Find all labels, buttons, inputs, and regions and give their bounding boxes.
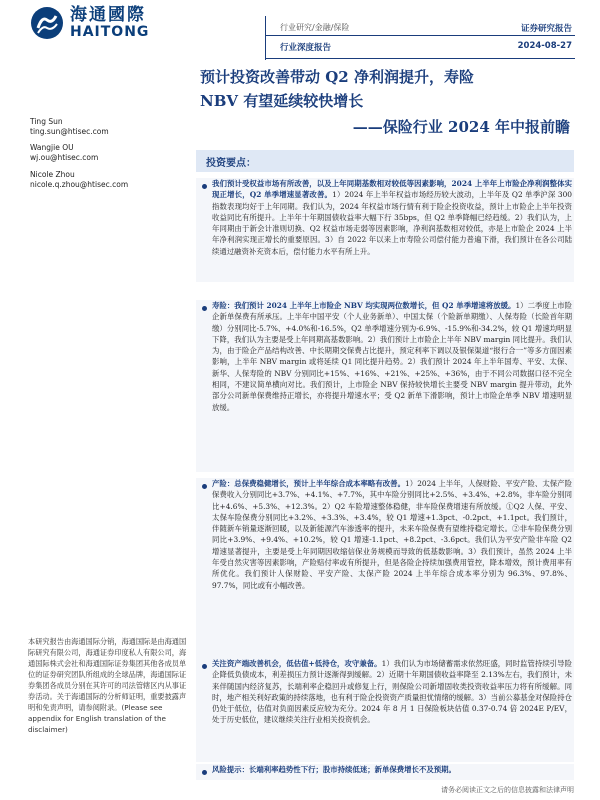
report-type: 行业深度报告 [280,43,332,53]
header-rule [265,35,575,36]
report-category: 行业研究/金融/保险 [280,23,350,32]
report-subtitle: ——保险行业 2024 年中报前瞻 [352,118,570,136]
section-text [212,478,572,591]
analyst-name: Nicole Zhou [30,170,75,179]
section-risk [196,764,574,780]
bullet-icon [202,664,207,669]
analyst-name: Ting Sun [30,117,63,126]
bullet-icon [202,184,207,189]
haitong-logo-icon [30,6,64,40]
report-title-line-2: NBV 有望延续较快增长 [200,92,364,110]
bullet-icon [202,770,207,775]
disclaimer: 本研究报告由海通国际分销，海通国际是由海通国际研究有限公司，海通证券印度私人有限公司，海通国际株式会社和海通国际证券集团其他各成员单位的证券研究团队所组成的全球品牌，海通国际证券集团各成员分别在其许可的司法管辖区内从事证券活动。关于海通国际的分析师证明，重要披露声明和免责声明，请参阅附录。(Please see appendix for English translation of the disclaimer) [28,637,187,734]
header-rule [265,58,575,59]
company-name-en: HAITONG [70,24,150,40]
analyst-2 [30,143,98,163]
bullet-icon [202,306,207,311]
section-text [212,300,572,413]
section-life-insurance [196,300,574,472]
section-body: 1）2024 年上半年权益市场经历较大波动，上半年及 Q2 单季沪深 300 指数表现均好于上年同期。我们认为，2024 年权益市场行情有利于险企投资收益，预计上市险企上半年投资收益同比有所提升。上半年十年期国债收益率大幅下行 35bps，但 Q2 单季降幅已经趋缓。2）我们认为，上年同期由于新会计准则切换、Q2 权益市场走弱等因素影响，净利润基数相对较低，亦是上市险企 2024 上半年净利润实现正增长的重要原因。3）自 2022 年以来上市寿险公司偿付能力普遍下滑，我们预计在各公司陆续通过融资补充资本后，偿付能力水平有所上升。 [212,190,573,256]
section-body: 1）2024 上半年，人保财险、平安产险、太保产险保费收入分别同比+3.7%、+4.1%、+7.7%，其中车险分别同比+2.5%、+3.4%、+2.8%，非车险分别同比+4.6%、+5.3%、+12.3%。2）Q2 车险增速整体稳健，非车险保费增速有所放缓。①Q2 人保、平安、太保车险保费分别同比+3.2%、+3.3%、+3.4%，较 Q1 增速+1.3pct、-0.2pct、+1.1pct。我们预计，伴随新车销量逐渐回暖，以及新能源汽车渗透率的提升，未来车险保费有望维持稳定增长。②非车险保费分别同比+3.9%、+9.4%、+10.2%，较 Q1 增速-1.1pct、+8.2pct、-3.6pct。我们认为平安产险非车险 Q2 增速显著提升，主要是受上年同期因收缩信保业务规模而导致的低基数影响。3）我们预计，虽然 2024 上半年受自然灾害等因素影响，产险赔付率或有所提升，但是各险企持续加强费用管控，降本增效，预计费用率有所优化。我们预计人保财险、平安产险、太保产险 2024 上半年综合成本率分别为 96.3%、97.8%、97.7%，同比或有小幅改善。 [212,479,572,590]
section-body: 1）我们认为市场储蓄需求依然旺盛，同时监管持续引导险企降低负债成本，利差损压力预计逐渐得到缓解。2）近期十年期国债收益率降至 2.13%左右，我们预计，未来伴随国内经济复苏，长端利率企稳回升或修复上行，则保险公司新增固收类投资收益率压力将有所缓解。同时，地产相关利好政策的持续落地，也有利于险企投资资产质量担忧情绪的缓解。3）当前公募基金对保险持仓仍处于低位，估值对负面因素反应较为充分。2024 年 8 月 1 日保险板块估值 0.37-0.74 倍 2024E P/EV，处于历史低位，建议继续关注行业相关投资机会。 [212,659,572,725]
analyst-1 [30,117,109,137]
section-pc-insurance [196,478,574,658]
analyst-email[interactable]: wj.ou@htisec.com [30,153,99,162]
analyst-name: Wangjie OU [30,143,74,152]
analyst-email[interactable]: ting.sun@htisec.com [30,127,109,136]
section-lead: 寿险：我们预计 2024 上半年上市险企 NBV 均实现两位数增长，但 Q2 单季增速将放缓。 [212,301,516,310]
section-investment [196,658,574,762]
section-body: 1）二季度上市险企新单保费有所承压。上半年中国平安（个人业务新单）、中国太保（个险新单期缴）、人保寿险（长险首年期缴）分别同比-5.7%、+4.0%和-16.5%，Q2 单季增速分别为-6.9%、-15.9%和-34.2%，较 Q1 增速均明显下降，我们认为主要是受上年同期高基数影响。2）我们预计上市险企上半年 NBV margin 同比提升。我们认为，由于险企产品结构改善、中长期期交保费占比提升，预定利率下调以及银保渠道“报行合一”等多方面因素影响，上半年 NBV margin 或将延续 Q1 同比提升趋势。2）我们预计 2024 年上半年国寿、平安、太保、新华、人保寿险的 NBV 分别同比+15%、+16%、+21%、+25%、+36%，由于不同公司数据口径不完全相同，不建议简单横向对比。我们预计，上市险企 NBV 保持较快增长主要受 NBV margin 提升带动，此外部分公司新单保费维持正增长，亦将提升增速水平；受 Q2 新单下滑影响，预计上市险企单季 NBV 增速明显放缓。 [212,301,573,412]
section-lead: 风险提示：长端利率趋势性下行；股市持续低迷；新单保费增长不及预期。 [212,765,456,774]
haitong-logo [30,6,149,40]
key-points-label: 投资要点： [206,158,256,169]
report-label: 证券研究报告 [520,24,572,34]
section-text [212,764,572,775]
section-text [212,178,572,257]
bullet-icon [202,484,207,489]
section-lead: 关注资产端改善机会，低估值+低持仓，攻守兼备。 [212,659,382,668]
page-footer: 请务必阅读正文之后的信息披露和法律声明 [441,786,574,794]
section-lead: 我们预计受权益市场有所改善，以及上年同期基数相对较低等因素影响，2024 上半年上市险企净利润整体实现正增长，Q2 单季增速显著改善。 [212,179,572,200]
analyst-email[interactable]: nicole.q.zhou@htisec.com [30,180,129,189]
analyst-3 [30,170,128,190]
report-title-line-1: 预计投资改善带动 Q2 净利润提升，寿险 [200,68,474,86]
section-lead: 产险：总保费稳健增长，预计上半年综合成本率略有改善。 [212,479,406,488]
section-text [212,658,572,726]
key-points-header [196,150,574,172]
header-divider [265,16,266,60]
report-date: 2024-08-27 [517,41,572,51]
section-profit [196,178,574,282]
company-name-cn: 海通國際 [70,5,146,25]
